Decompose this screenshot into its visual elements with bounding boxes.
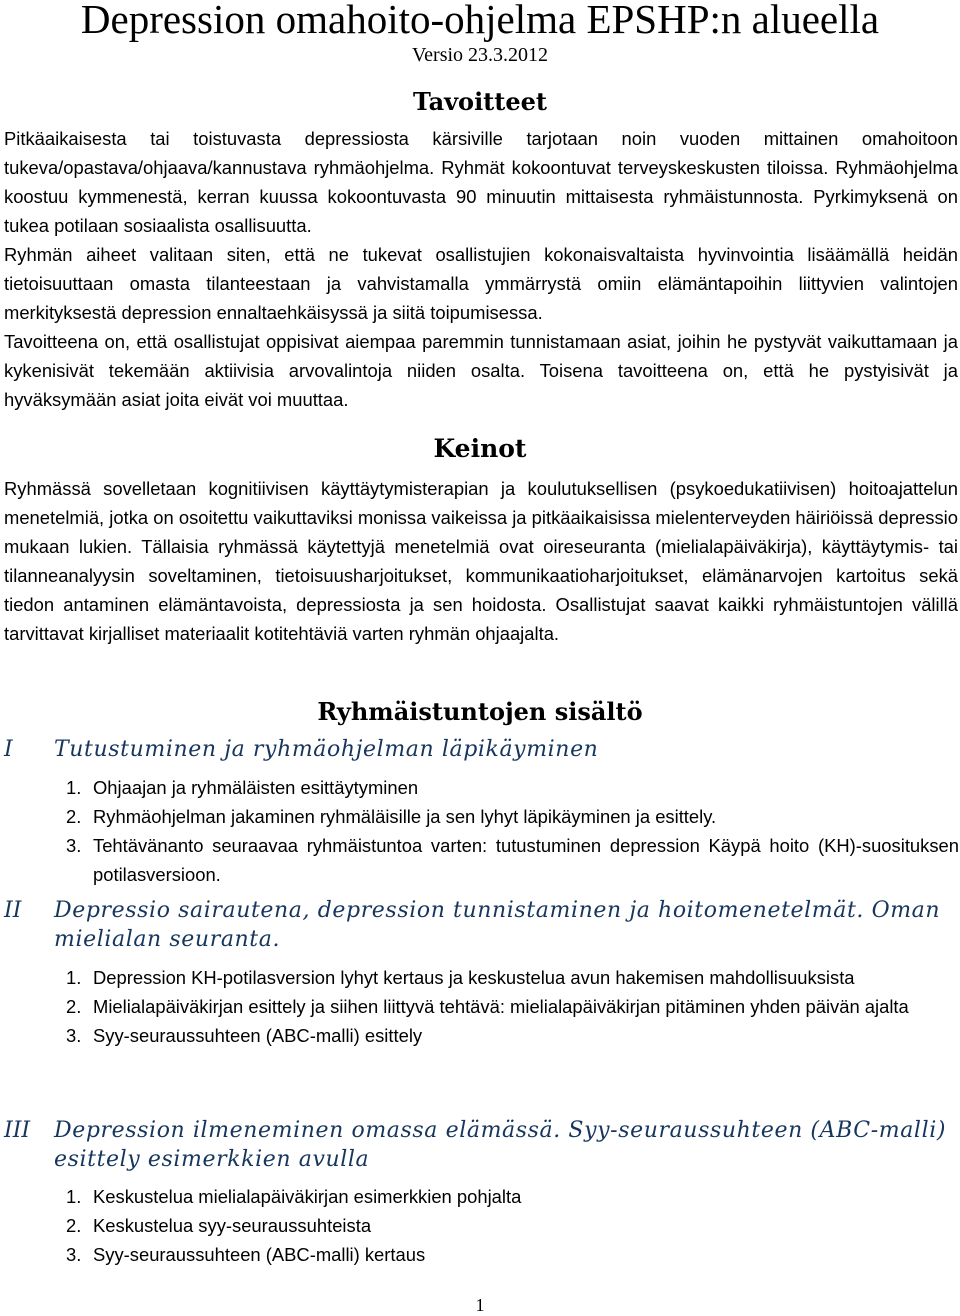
section-title: Tutustuminen ja ryhmäohjelman läpikäyminen (54, 737, 599, 762)
list-item: 2. Keskustelua syy-seuraussuhteista (66, 1215, 372, 1236)
version-label: Versio 23.3.2012 (411, 44, 549, 66)
list-item: 2. Mielialapäiväkirjan esittely ja siihen liittyvä tehtävä: mielialapäiväkirjan pitäminen yhden päivän ajalta (66, 996, 909, 1017)
section-item-list (66, 1182, 959, 1269)
goals-heading: Tavoitteet (413, 87, 547, 116)
list-item: 2. Ryhmäohjelman jakaminen ryhmäläisille ja sen lyhyt läpikäyminen ja esittely. (66, 806, 717, 827)
list-item: 1. Keskustelua mielialapäiväkirjan esimerkkien pohjalta (66, 1186, 522, 1207)
list-item: 3. Syy-seuraussuhteen (ABC-malli) esittely (66, 1025, 423, 1046)
page-number: 1 (475, 1295, 485, 1315)
list-item: 1. Depression KH-potilasversion lyhyt kertaus ja keskustelua avun hakemisen mahdollisuuksista (66, 967, 855, 988)
section-item-list (66, 963, 959, 1050)
means-heading: Keinot (433, 434, 527, 463)
goals-paragraph-3: Tavoitteena on, että osallistujat oppisivat aiempaa paremmin tunnistamaan asiat, joihin he pystyvät vaikuttamaan ja kykenisivät tekemään aktiivisia arvovalintoja niiden osalta. Toisena tavoitteena on, että he pystyisivät ja hyväksymään asiat joita eivät voi muuttaa. (4, 331, 958, 410)
section-numeral: III (4, 1118, 31, 1143)
means-paragraph: Ryhmässä sovelletaan kognitiivisen käyttäytymisterapian ja koulutuksellisen (psykoedukatiivisen) hoitoajattelun menetelmiä, jotka on osoitettu vaikuttaviksi monissa vaikeissa ja pitkäaikaisissa mielenterveyden häiriöissä depressio mukaan lukien. Tällaisia ryhmässä käytettyjä menetelmiä ovat oireseuranta (mielialapäiväkirja), käyttäytymis- tai tilanneanalyysin soveltaminen, tietoisuusharjoitukset, kommunikaatioharjoitukset, elämänarvojen kartoitus sekä tiedon antaminen elämäntavoista, depressiosta ja sen hoidosta. Osallistujat saavat kaikki ryhmäistuntojen välillä tarvittavat kirjalliset materiaalit kotitehtäviä varten ryhmän ohjaajalta. (4, 478, 958, 644)
list-item: 1. Ohjaajan ja ryhmäläisten esittäytyminen (66, 777, 419, 798)
section-title: Depression ilmeneminen omassa elämässä. Syy-seuraussuhteen (ABC-malli) esittely esimerkkien avulla (54, 1118, 947, 1172)
section-item-list (66, 773, 959, 889)
sessions-heading: Ryhmäistuntojen sisältö (317, 697, 643, 726)
document-title: Depression omahoito-ohjelma EPSHP:n alueella (80, 0, 880, 42)
goals-paragraph-2: Ryhmän aiheet valitaan siten, että ne tukevat osallistujien kokonaisvaltaista hyvinvointia lisäämällä heidän tietoisuuttaan omasta tilanteestaan ja vahvistamalla ymmärrystä omiin elämäntapoihin liittyvien valintojen merkityksestä depression ennaltaehkäisyssä ja siitä toipumisessa. (4, 244, 958, 323)
section-numeral: I (4, 737, 13, 762)
list-item: 3. Syy-seuraussuhteen (ABC-malli) kertaus (66, 1244, 426, 1265)
list-item: 3. Tehtävänanto seuraavaa ryhmäistuntoa varten: tutustuminen depression Käypä hoito (KH)-suosituksen potilasversioon. (66, 835, 959, 885)
section-numeral: II (4, 898, 22, 923)
goals-paragraph-1: Pitkäaikaisesta tai toistuvasta depressiosta kärsiville tarjotaan noin vuoden mittainen omahoitoon tukeva/opastava/ohjaava/kannustava ryhmäohjelma. Ryhmät kokoontuvat terveyskeskusten tiloissa. Ryhmäohjelma koostuu kymmenestä, kerran kuussa kokoontuvasta 90 minuutin mittaisesta ryhmäistunnosta. Pyrkimyksenä on tukea potilaan sosiaalista osallisuutta. (4, 128, 958, 236)
section-title: Depressio sairautena, depression tunnistaminen ja hoitomenetelmät. Oman mielialan seuranta. (54, 898, 941, 952)
